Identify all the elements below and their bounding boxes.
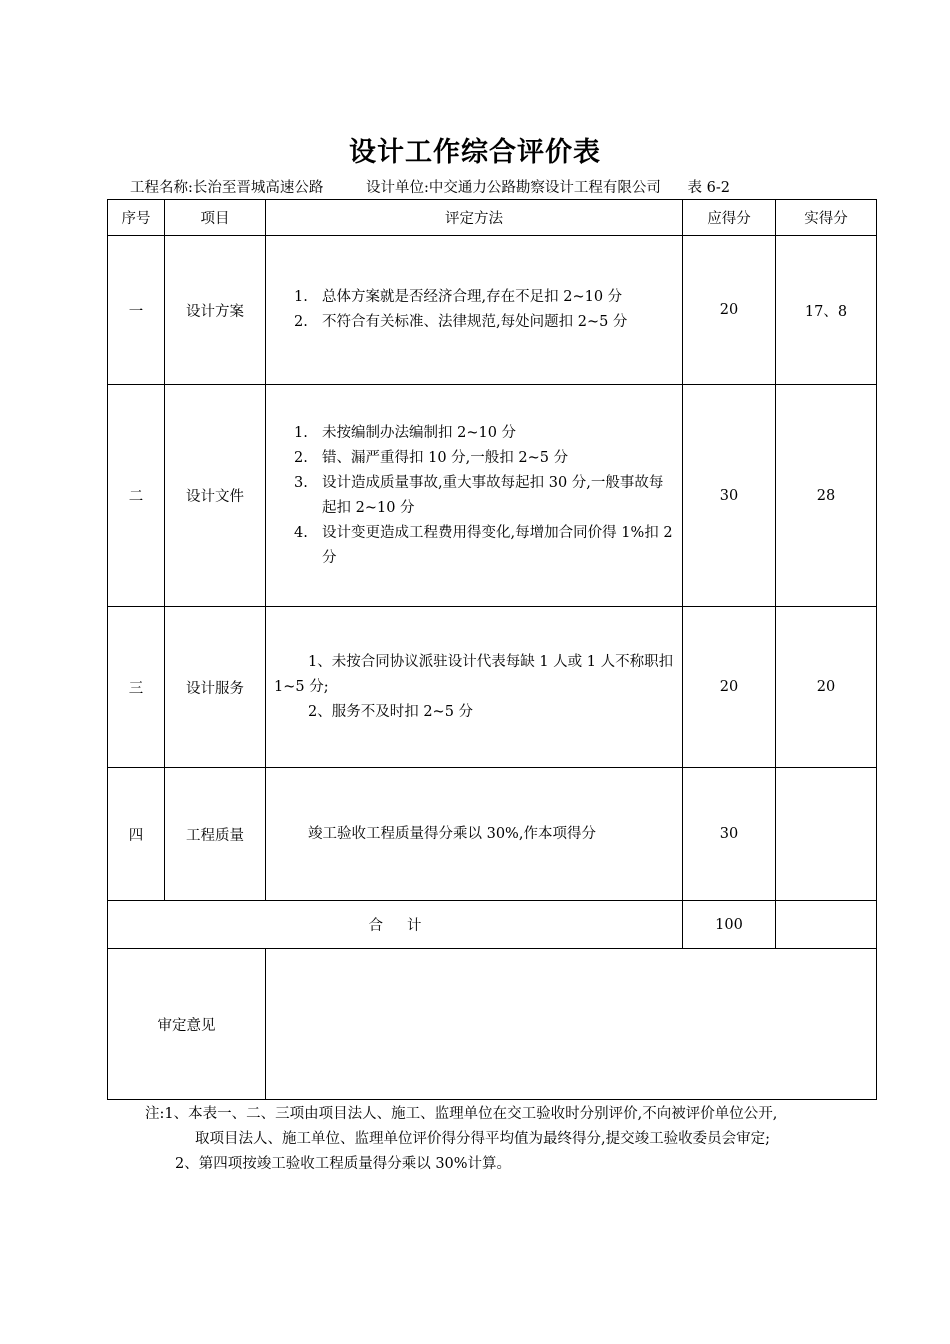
row-method [266,607,683,768]
table-header-row [108,200,877,236]
row-item: 设计服务 [165,607,266,768]
method-text: 设计造成质量事故,重大事故每起扣 30 分,一般事故每起扣 2~10 分 [322,474,664,516]
method-num: 1. [294,289,308,305]
notes [145,1102,777,1177]
review-label: 审定意见 [108,949,266,1100]
note-line: 2、第四项按竣工验收工程质量得分乘以 30%计算。 [175,1156,512,1172]
header-line [130,176,730,197]
table-row [108,385,877,607]
method-text: 不符合有关标准、法律规范,每处问题扣 2~5 分 [322,314,628,330]
col-header-due: 应得分 [683,200,776,236]
page-title: 设计工作综合评价表 [349,137,601,168]
row-no: 三 [108,607,165,768]
row-actual: 28 [776,385,877,607]
row-no: 二 [108,385,165,607]
table-number: 表 6-2 [687,180,730,196]
total-label: 合 计 [108,901,683,949]
method-text: 竣工验收工程质量得分乘以 30%,作本项得分 [308,825,596,842]
total-row [108,901,877,949]
col-header-method: 评定方法 [266,200,683,236]
method-num: 2. [294,314,308,330]
method-text: 错、漏严重得扣 10 分,一般扣 2~5 分 [322,449,569,466]
note-line: 取项目法人、施工单位、监理单位评价得分得平均值为最终得分,提交竣工验收委员会审定; [195,1131,770,1147]
method-num: 1. [294,424,308,441]
table-row [108,768,877,901]
row-item: 设计文件 [165,385,266,607]
method-text: 未按编制办法编制扣 2~10 分 [322,424,517,441]
evaluation-table [107,199,877,1100]
row-actual: 20 [776,607,877,768]
method-num: 2. [294,449,308,466]
method-text: 总体方案就是否经济合理,存在不足扣 2~10 分 [322,289,623,305]
row-due: 20 [683,607,776,768]
design-unit: 设计单位:中交通力公路勘察设计工程有限公司 [366,180,661,196]
table-row [108,607,877,768]
method-num: 3. [294,474,308,491]
row-no: 一 [108,236,165,385]
row-due: 30 [683,385,776,607]
project-name: 工程名称:长治至晋城高速公路 [130,180,324,196]
total-due: 100 [683,901,776,949]
row-method [266,236,683,385]
row-method [266,768,683,901]
row-actual [776,768,877,901]
row-actual: 17、8 [776,236,877,385]
row-item: 设计方案 [165,236,266,385]
table-row [108,236,877,385]
method-text: 设计变更造成工程费用得变化,每增加合同价得 1%扣 2 分 [322,524,673,566]
total-actual [776,901,877,949]
col-header-no: 序号 [108,200,165,236]
col-header-actual: 实得分 [776,200,877,236]
method-text: 1、未按合同协议派驻设计代表每缺 1 人或 1 人不称职扣 1~5 分; [274,653,674,695]
review-content [266,949,877,1100]
col-header-item: 项目 [165,200,266,236]
review-row [108,949,877,1100]
note-line: 注:1、本表一、二、三项由项目法人、施工、监理单位在交工验收时分别评价,不向被评价单位公开, [145,1106,778,1122]
row-item: 工程质量 [165,768,266,901]
method-num: 4. [294,524,308,541]
row-no: 四 [108,768,165,901]
row-method [266,385,683,607]
method-text: 2、服务不及时扣 2~5 分 [308,703,474,720]
row-due: 20 [683,236,776,385]
row-due: 30 [683,768,776,901]
